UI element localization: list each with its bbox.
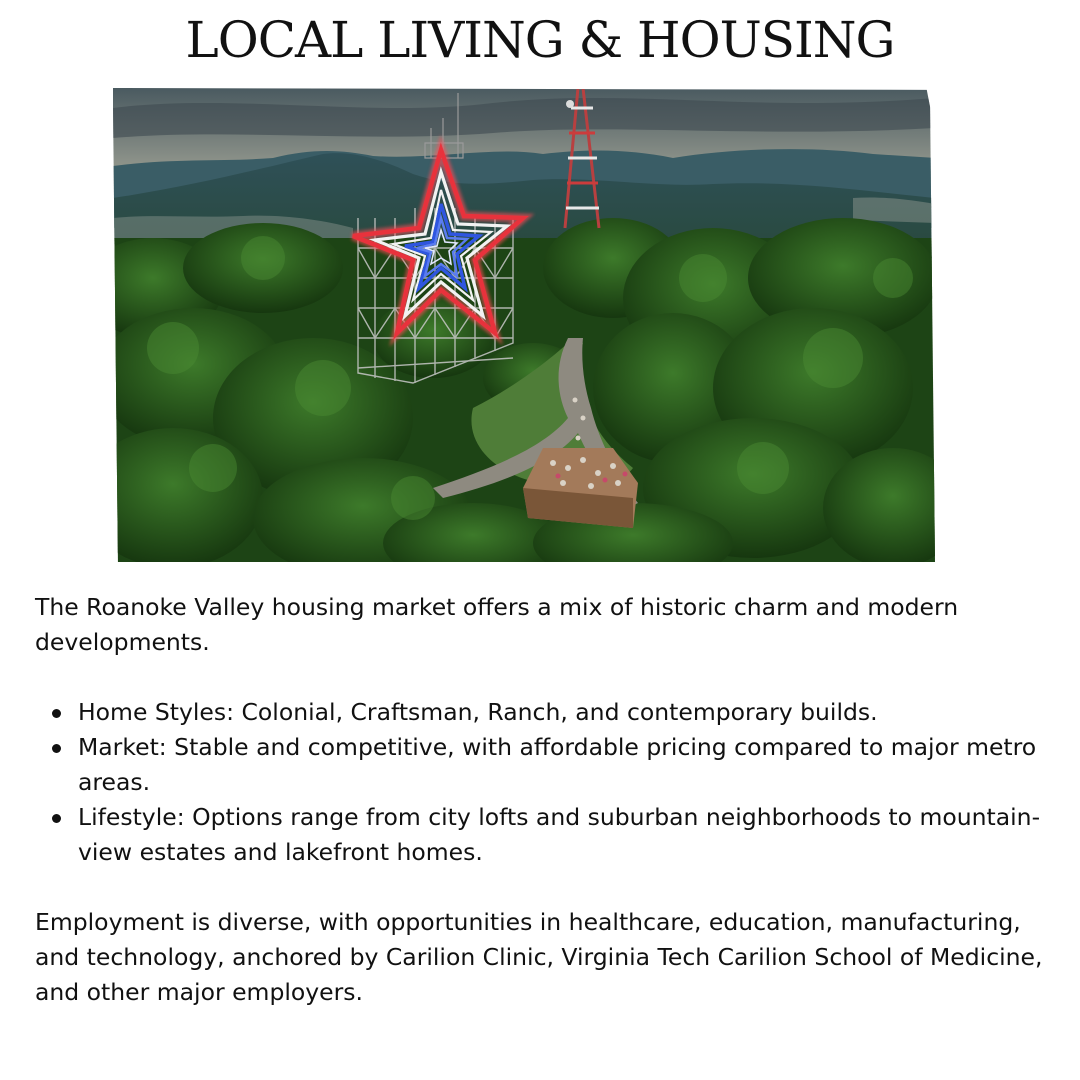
intro-paragraph: The Roanoke Valley housing market offers a mix of historic charm and modern developments. xyxy=(35,593,959,656)
list-item: Lifestyle: Options range from city lofts and suburban neighborhoods to mountain-view estates and lakefront homes. xyxy=(35,800,1050,870)
bullet-icon xyxy=(52,814,61,823)
body-text xyxy=(35,590,1050,1010)
bullet-icon xyxy=(52,744,61,753)
list-item: Market: Stable and competitive, with affordable pricing compared to major metro areas. xyxy=(35,730,1050,800)
hero-photo xyxy=(113,88,935,562)
page-title: LOCAL LIVING & HOUSING xyxy=(185,11,895,69)
bullet-icon xyxy=(52,709,61,718)
bullet-list xyxy=(35,695,1050,870)
employment-paragraph: Employment is diverse, with opportunities in healthcare, education, manufacturing, and technology, anchored by Carilion Clinic, Virginia Tech Carilion School of Medicine, and other major employers. xyxy=(35,908,1043,1006)
roanoke-star-aerial-photo xyxy=(113,88,935,562)
list-item: Home Styles: Colonial, Craftsman, Ranch, and contemporary builds. xyxy=(35,695,1050,730)
